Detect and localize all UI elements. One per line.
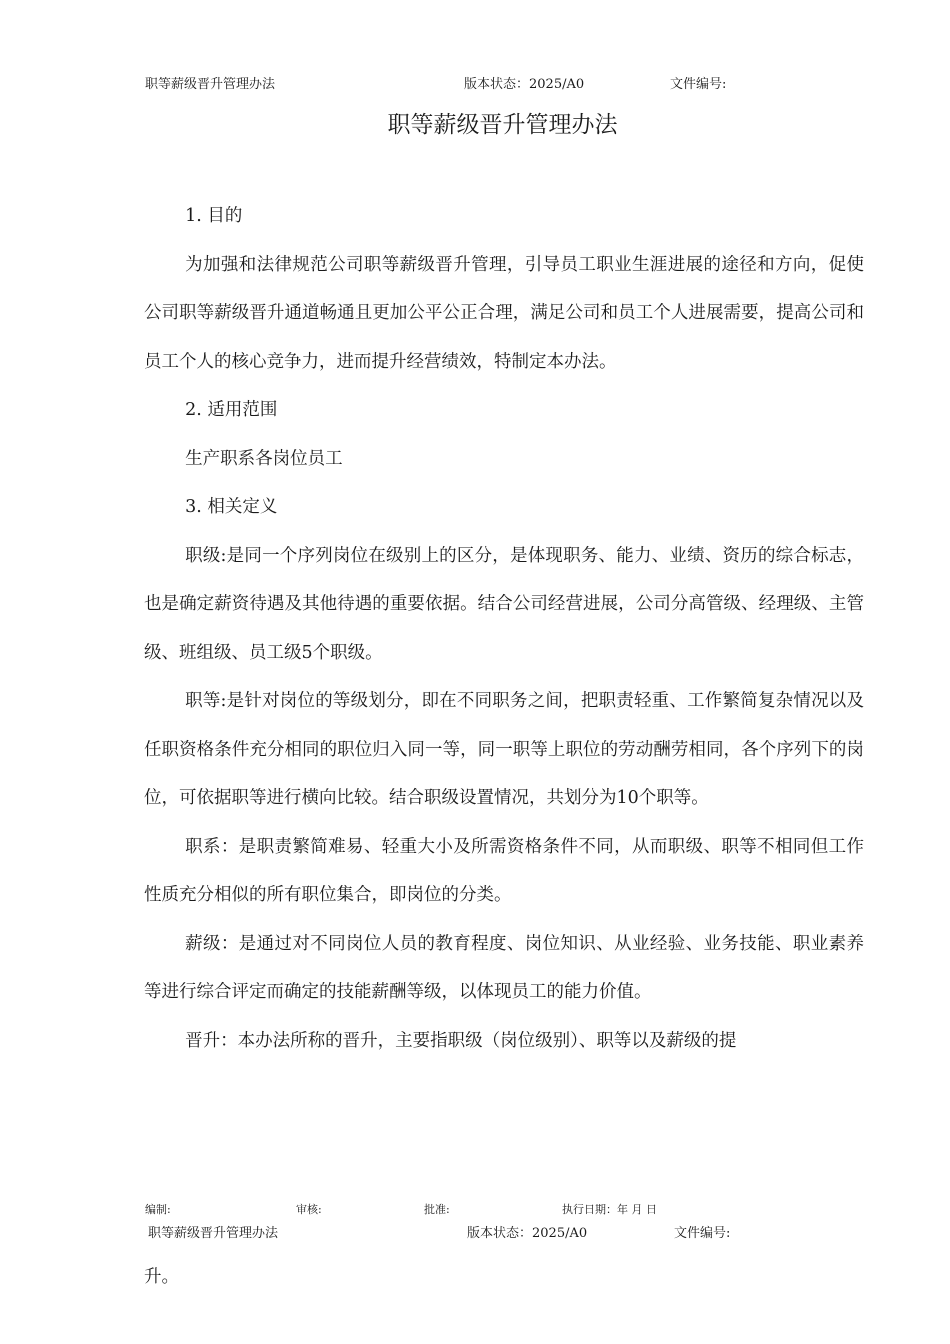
paragraph-scope: 生产职系各岗位员工 [185,448,343,469]
paragraph-definition-series: 职系：是职责繁简难易、轻重大小及所需资格条件不同，从而职级、职等不相同但工作性质充分相似的所有职位集合，即岗位的分类。 [144,836,864,905]
header-version: 版本状态：2025/A0 [464,77,585,92]
header-doc-name: 职等薪级晋升管理办法 [145,77,276,92]
paragraph-purpose: 为加强和法律规范公司职等薪级晋升管理，引导员工职业生涯进展的途径和方向，促使公司职等薪级晋升通道畅通且更加公平公正合理，满足公司和员工个人进展需要，提高公司和员工个人的核心竞争力，进而提升经营绩效，特制定本办法。 [144,254,864,372]
document-body [144,192,864,1065]
document-title: 职等薪级晋升管理办法 [387,112,618,138]
page2-continuation-text: 升。 [144,1267,179,1287]
footer-effective-date: 执行日期：年 月 日 [562,1203,657,1216]
paragraph-definition-rank: 职级:是同一个序列岗位在级别上的区分，是体现职务、能力、业绩、资历的综合标志，也是确定薪资待遇及其他待遇的重要依据。结合公司经营进展，公司分高管级、经理级、主管级、班组级、员工级5个职级。 [144,545,864,663]
page2-header-doc-number: 文件编号: [674,1226,731,1241]
section-heading-purpose: 1. 目的 [185,206,243,226]
page2-header-doc-name: 职等薪级晋升管理办法 [148,1226,279,1241]
section-heading-scope: 2. 适用范围 [185,400,278,420]
paragraph-definition-pay-level: 薪级：是通过对不同岗位人员的教育程度、岗位知识、从业经验、业务技能、职业素养等进行综合评定而确定的技能薪酬等级，以体现员工的能力价值。 [144,933,864,1002]
section-heading-definitions: 3. 相关定义 [185,497,278,517]
footer-approved-by: 批准: [424,1203,450,1216]
footer-compiled-by: 编制: [145,1203,171,1216]
paragraph-definition-grade: 职等:是针对岗位的等级划分，即在不同职务之间，把职责轻重、工作繁简复杂情况以及任职资格条件充分相同的职位归入同一等，同一职等上职位的劳动酬劳相同，各个序列下的岗位，可依据职等进行横向比较。结合职级设置情况，共划分为10个职等。 [144,691,864,808]
footer-reviewed-by: 审核: [296,1203,322,1216]
paragraph-definition-promotion: 晋升：本办法所称的晋升，主要指职级（岗位级别）、职等以及薪级的提 [185,1030,737,1051]
page2-header-version: 版本状态：2025/A0 [467,1226,588,1241]
header-doc-number: 文件编号: [670,77,727,92]
